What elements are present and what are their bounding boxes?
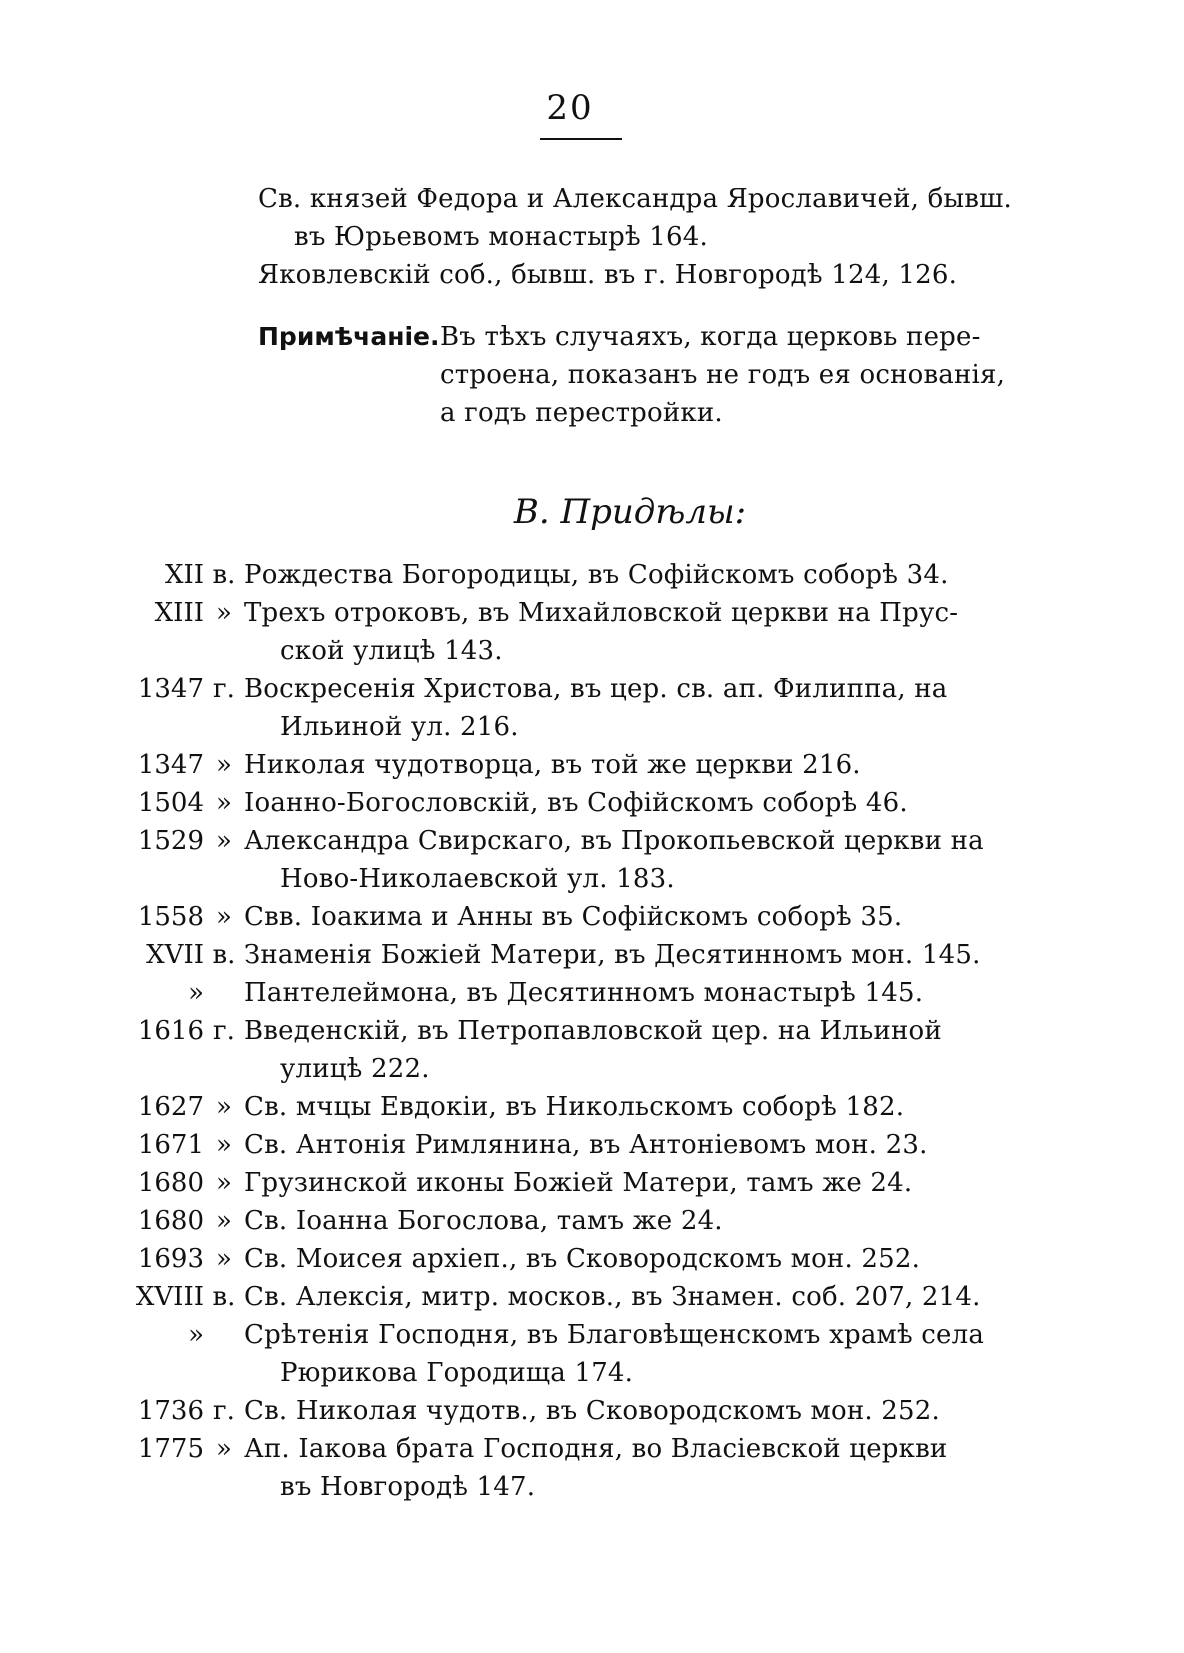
entry-mark: » [216,1206,232,1236]
entry-line: Трехъ отроковъ, въ Михайловской церкви на Прус- [244,598,959,628]
entry-line: Николая чудотворца, въ той же церкви 216. [244,750,861,780]
entry-line: Свв. Іоакима и Анны въ Софійскомъ соборѣ 35. [244,902,903,932]
note-line: Въ тѣхъ случаяхъ, когда церковь пере- [440,322,981,352]
entry-line: Рождества Богородицы, въ Софійскомъ соборѣ 34. [244,560,949,590]
list-item [112,1164,1052,1202]
entry-line: Грузинской иконы Божіей Матери, тамъ же 24. [244,1168,913,1198]
entry-line: Александра Свирскаго, въ Прокопьевской церкви на [244,826,984,856]
entry-text [244,594,1044,670]
list-item [112,974,1052,1012]
entry-text [244,1202,1044,1240]
entry-year: XVII [146,940,204,970]
entry-mark: в. [212,940,236,970]
entry-mark: » [216,598,232,628]
entry-mark: » [216,750,232,780]
list-item [112,1012,1052,1088]
entry-mark: в. [212,1282,236,1312]
entry-text [244,974,1044,1012]
entry-year: 1529 [137,826,204,856]
entry-line: Воскресенія Христова, въ цер. св. ап. Филиппа, на [244,674,948,704]
entry-year: 1775 [137,1434,204,1464]
entry-text [244,1430,1044,1506]
entry-text [244,670,1044,746]
entry-year: 1671 [137,1130,204,1160]
list-item [112,784,1052,822]
entry-year: 1347 [137,674,204,704]
list-item [112,594,1052,670]
entry-line: улицѣ 222. [280,1054,430,1084]
entry-line: Іоанно-Богословскій, въ Софійскомъ соборѣ 46. [244,788,908,818]
entry-text [244,1164,1044,1202]
list-item [112,1240,1052,1278]
entry-line: Св. Антонія Римлянина, въ Антоніевомъ мон. 23. [244,1130,928,1160]
top-entry-line: Яковлевскій соб., бывш. въ г. Новгородѣ 124, 126. [258,260,958,290]
entry-line: въ Новгородѣ 147. [280,1472,536,1502]
chapel-list [112,556,1052,1506]
entry-year: 1627 [137,1092,204,1122]
entry-mark: г. [213,1396,235,1426]
entry-text [244,556,1044,594]
entry-mark: » [216,1092,232,1122]
note-line: строена, показанъ не годъ ея основанія, [440,360,1006,390]
entry-mark: » [216,1168,232,1198]
list-item [112,1202,1052,1240]
entry-line: Св. Алексія, митр. москов., въ Знамен. соб. 207, 214. [244,1282,981,1312]
entry-mark [204,974,244,1012]
entry-year: 1736 [137,1396,204,1426]
list-item [112,1088,1052,1126]
entry-mark: г. [213,674,235,704]
entry-line: Знаменія Божіей Матери, въ Десятинномъ мон. 145. [244,940,981,970]
entry-line: Св. Моисея архіеп., въ Сковородскомъ мон. 252. [244,1244,921,1274]
list-item [112,1392,1052,1430]
entry-text [244,1126,1044,1164]
page-number: 20 [546,88,594,128]
list-item [112,1278,1052,1316]
list-item [112,556,1052,594]
entry-year: 1680 [137,1168,204,1198]
entry-text [244,1392,1044,1430]
entry-line: Св. Николая чудотв., въ Сковородскомъ мон. 252. [244,1396,940,1426]
entry-line: Рюрикова Городища 174. [280,1358,634,1388]
entry-text [244,1088,1044,1126]
entry-mark: » [216,902,232,932]
note-label: Примѣчаніе. [258,322,440,351]
entry-year: 1558 [137,902,204,932]
list-item [112,670,1052,746]
list-item [112,898,1052,936]
entry-line: ской улицѣ 143. [280,636,503,666]
list-item [112,1430,1052,1506]
entry-mark: г. [213,1016,235,1046]
entry-line: Св. мчцы Евдокіи, въ Никольскомъ соборѣ 182. [244,1092,905,1122]
entry-year: XVIII [135,1282,204,1312]
entry-text [244,746,1044,784]
list-item [112,746,1052,784]
entry-line: Срѣтенія Господня, въ Благовѣщенскомъ храмѣ села [244,1320,985,1350]
entry-mark: » [216,1434,232,1464]
entry-text [244,936,1044,974]
entry-year: XII [164,560,204,590]
entry-year: » [188,1320,204,1350]
entry-year: 1347 [137,750,204,780]
entry-mark: » [216,1244,232,1274]
list-item [112,822,1052,898]
entry-line: Св. Іоанна Богослова, тамъ же 24. [244,1206,723,1236]
entry-mark: » [216,788,232,818]
entry-mark: » [216,1130,232,1160]
entry-text [244,822,1044,898]
top-entry-line: Св. князей Федора и Александра Ярославичей, бывш. [258,184,1012,214]
entry-line: Введенскій, въ Петропавловской цер. на Ильиной [244,1016,942,1046]
note-line: а годъ перестройки. [440,398,723,428]
list-item [112,1316,1052,1392]
entry-year: XIII [154,598,204,628]
entry-year: » [188,978,204,1008]
entry-mark [204,1316,244,1392]
entry-mark: » [216,826,232,856]
entry-year: 1680 [137,1206,204,1236]
entry-text [244,1240,1044,1278]
section-heading: В. Придѣлы: [513,492,747,532]
entry-line: Ново-Николаевской ул. 183. [280,864,675,894]
top-entry-line: въ Юрьевомъ монастырѣ 164. [294,222,709,252]
page-number-rule [540,138,622,140]
entry-year: 1693 [137,1244,204,1274]
entry-line: Ильиной ул. 216. [280,712,519,742]
entry-text [244,1278,1044,1316]
entry-year: 1504 [137,788,204,818]
entry-mark: в. [212,560,236,590]
entry-year: 1616 [137,1016,204,1046]
list-item [112,1126,1052,1164]
entry-text [244,784,1044,822]
entry-line: Пантелеймона, въ Десятинномъ монастырѣ 145. [244,978,924,1008]
list-item [112,936,1052,974]
entry-line: Ап. Іакова брата Господня, во Власіевской церкви [244,1434,948,1464]
entry-text [244,898,1044,936]
entry-text [244,1012,1044,1088]
entry-text [244,1316,1044,1392]
